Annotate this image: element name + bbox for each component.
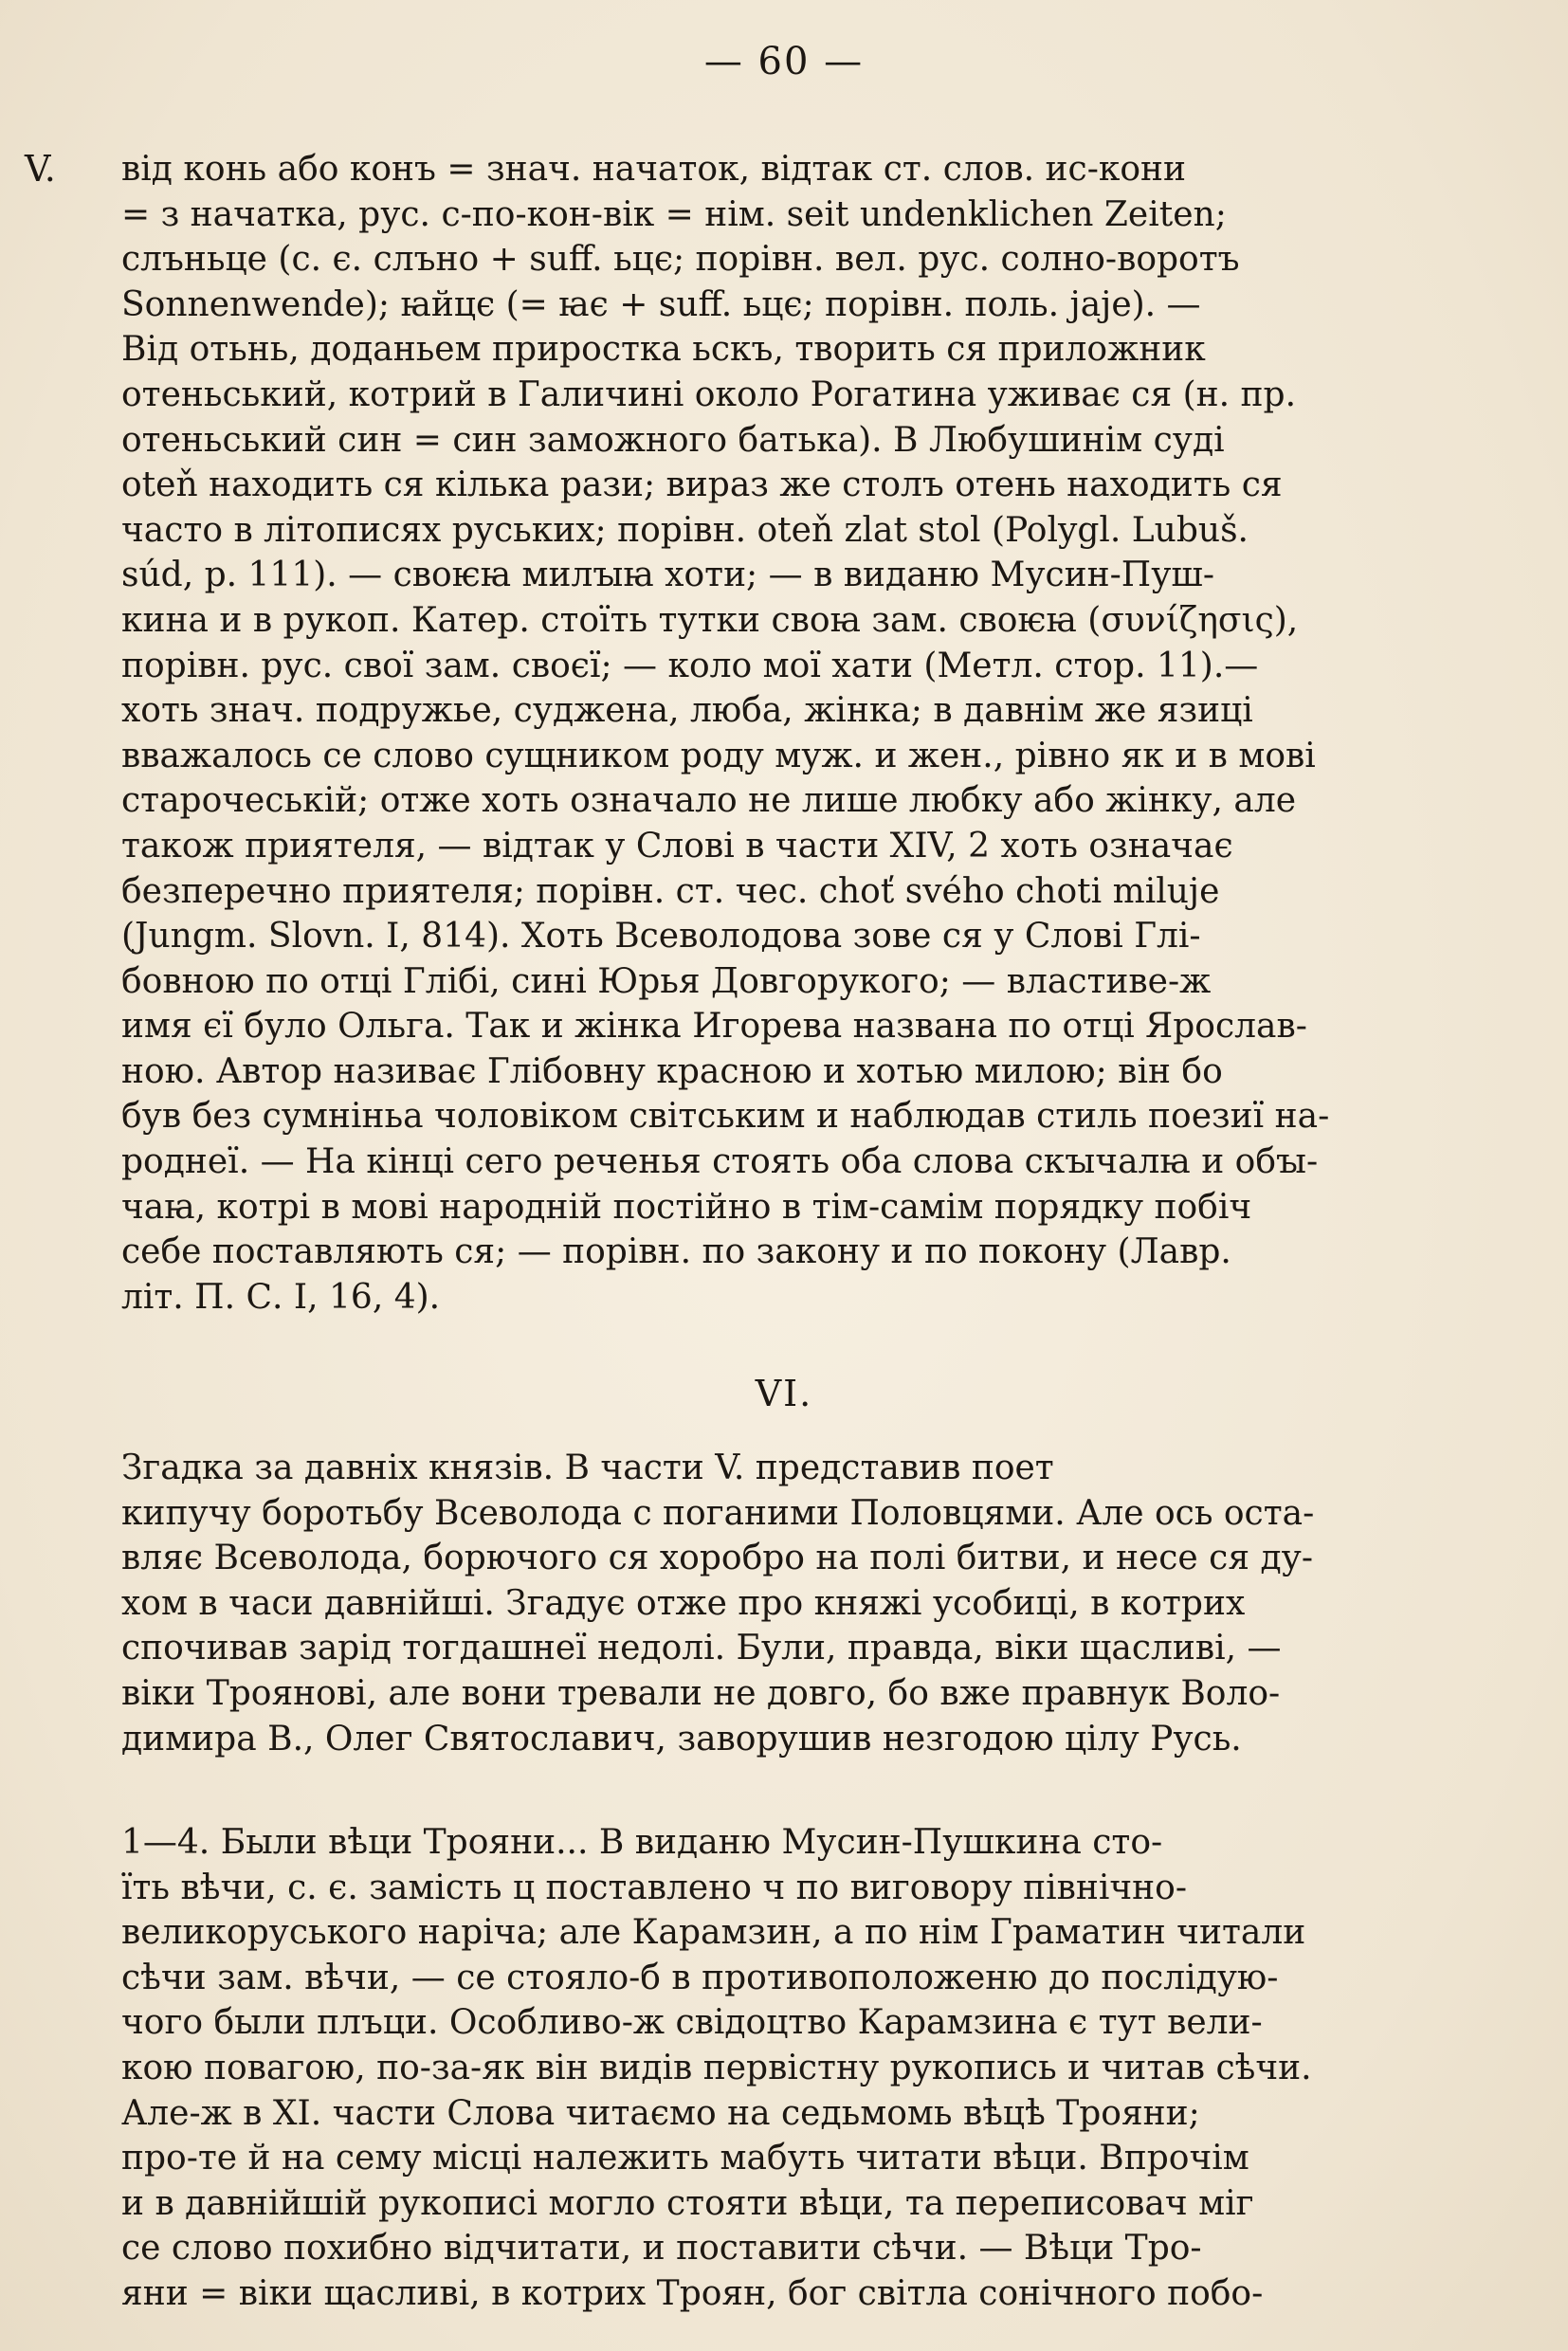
text-line: сѣчи зам. вѣчи, — се стояло-б в противоположеню до послідую- <box>121 1958 1279 1997</box>
text-line: великоруського наріча; але Карамзин, а по нім Граматин читали <box>121 1913 1306 1953</box>
text-line: (Jungm. Slovn. I, 814). Хоть Всеволодова зове ся у Слові Глі- <box>121 917 1201 957</box>
text-line: súd, p. 111). — своѥꙗ милꙑꙗ хоти; — в виданю Мусин-Пуш- <box>121 556 1215 595</box>
text-line: кою повагою, по-за-як він видів первістну рукопись и читав сѣчи. <box>121 2048 1312 2087</box>
text-line: літ. П. С. І, 16, 4). <box>121 1277 441 1317</box>
text-line: отеньський, котрий в Галичині около Рогатина уживає ся (н. пр. <box>121 374 1297 414</box>
page-number: — 60 — <box>703 40 865 83</box>
text-line: бовною по отці Глібі, сині Юрья Довгорукого; — властиве-ж <box>121 961 1212 1001</box>
text-line: чого были плъци. Особливо-ж свідоцтво Карамзина є тут вели- <box>121 2003 1263 2043</box>
text-line: спочивав зарід тогдашнеї недолі. Були, правда, віки щасливі, — <box>121 1629 1282 1668</box>
text-line: безперечно приятеля; порівн. ст. чес. choť svého choti miluje <box>121 871 1220 911</box>
text-line: себе поставляють ся; — порівн. по закону и по покону (Лавр. <box>121 1232 1231 1272</box>
text-line: чаꙗ, котрі в мові народній постійно в тім-самім порядку побіч <box>121 1187 1252 1227</box>
section-6-title: VI. <box>755 1373 813 1414</box>
text-line: яни = віки щасливі, в котрих Троян, бог світла сонічного побо- <box>121 2273 1264 2313</box>
text-line: кипучу боротьбу Всеволода с поганими Половцями. Але ось оста- <box>121 1493 1315 1533</box>
text-line: димира В., Олег Святославич, заворушив незгодою цілу Русь. <box>121 1719 1242 1759</box>
text-line: також приятеля, — відтак у Слові в части XIV, 2 хоть означає <box>121 826 1233 866</box>
text-line: = з начатка, рус. с-по-кон-вік = нім. seit undenklichen Zeiten; <box>121 194 1227 234</box>
text-line: Але-ж в ХІ. части Слова читаємо на седьмомь вѣцѣ Трояни; <box>121 2093 1200 2133</box>
text-line: Згадка за давніх князів. В части V. представив поет <box>121 1449 1054 1487</box>
text-line: отеньський син = син заможного батька). В Любушинім суді <box>121 420 1225 460</box>
text-line: oteň находить ся кілька рази; вираз же столъ отень находить ся <box>121 465 1283 505</box>
text-line: про-те й на сему місці належить мабуть читати вѣци. Впрочім <box>121 2139 1249 2178</box>
text-line: Від отьнь, доданьем приростка ьскъ, творить ся приложник <box>121 330 1206 370</box>
text-line: се слово похибно відчитати, и поставити сѣчи. — Вѣци Тро- <box>121 2229 1202 2269</box>
text-line: кина и в рукоп. Катер. стоїть тутки своꙗ зам. своѥꙗ (συνίζησις), <box>121 600 1299 640</box>
text-line: хом в часи давнійші. Згадує отже про княжі усобиці, в котрих <box>121 1583 1246 1623</box>
text-line: старочеській; отже хоть означало не лише любку або жінку, але <box>121 781 1297 821</box>
text-line: хоть знач. подружье, суджена, люба, жінка; в давнім же язиці <box>121 691 1253 731</box>
section-5-label: V. <box>25 148 56 190</box>
text-line: їть вѣчи, с. є. замість ц поставлено ч по виговору північно- <box>121 1868 1187 1907</box>
text-line: був без сумніньа чоловіком світським и наблюдав стиль поезиї на- <box>121 1097 1330 1137</box>
section-5-text <box>121 147 1468 1320</box>
text-line: и в давнійшій рукописі могло стояти вѣци, та переписовач міг <box>121 2183 1254 2223</box>
text-line: ною. Автор називає Глібовну красною и хотью милою; він бо <box>121 1051 1223 1091</box>
text-line: часто в літописях руських; порівн. oteň zlat stol (Polygl. Lubuš. <box>121 510 1249 550</box>
text-line: слъньце (с. є. слъно + suff. ьцє; порівн. вел. рус. солно-воротъ <box>121 240 1240 280</box>
text-line: вважалось се слово сущником роду муж. и жен., рівно як и в мові <box>121 736 1316 775</box>
text-line: 1—4. Были вѣци Трояни... В виданю Мусин-Пушкина сто- <box>121 1823 1163 1862</box>
text-line: Sonnenwende); ꙗйцє (= ꙗє + suff. ьцє; порівн. поль. jaje). — <box>121 284 1201 324</box>
text-line: имя єї було Ольга. Так и жінка Игорева названа по отці Ярослав- <box>121 1007 1307 1047</box>
section-6-paragraph-2 <box>121 1820 1468 2317</box>
text-line: вляє Всеволода, борючого ся хоробро на полі битви, и несе ся ду- <box>121 1539 1314 1578</box>
text-line: порівн. рус. свої зам. своєї; — коло мої хати (Метл. стор. 11).— <box>121 646 1259 685</box>
text-line: від конь або конъ = знач. начаток, відтак ст. слов. ис-кони <box>121 150 1187 189</box>
section-6-paragraph-1 <box>121 1446 1468 1761</box>
text-line: віки Троянові, але вони тревали не довго, бо вже правнук Воло- <box>121 1673 1281 1713</box>
text-line: роднеї. — На кінці сего реченья стоять оба слова скꙑчалꙗ и обꙑ- <box>121 1142 1319 1182</box>
